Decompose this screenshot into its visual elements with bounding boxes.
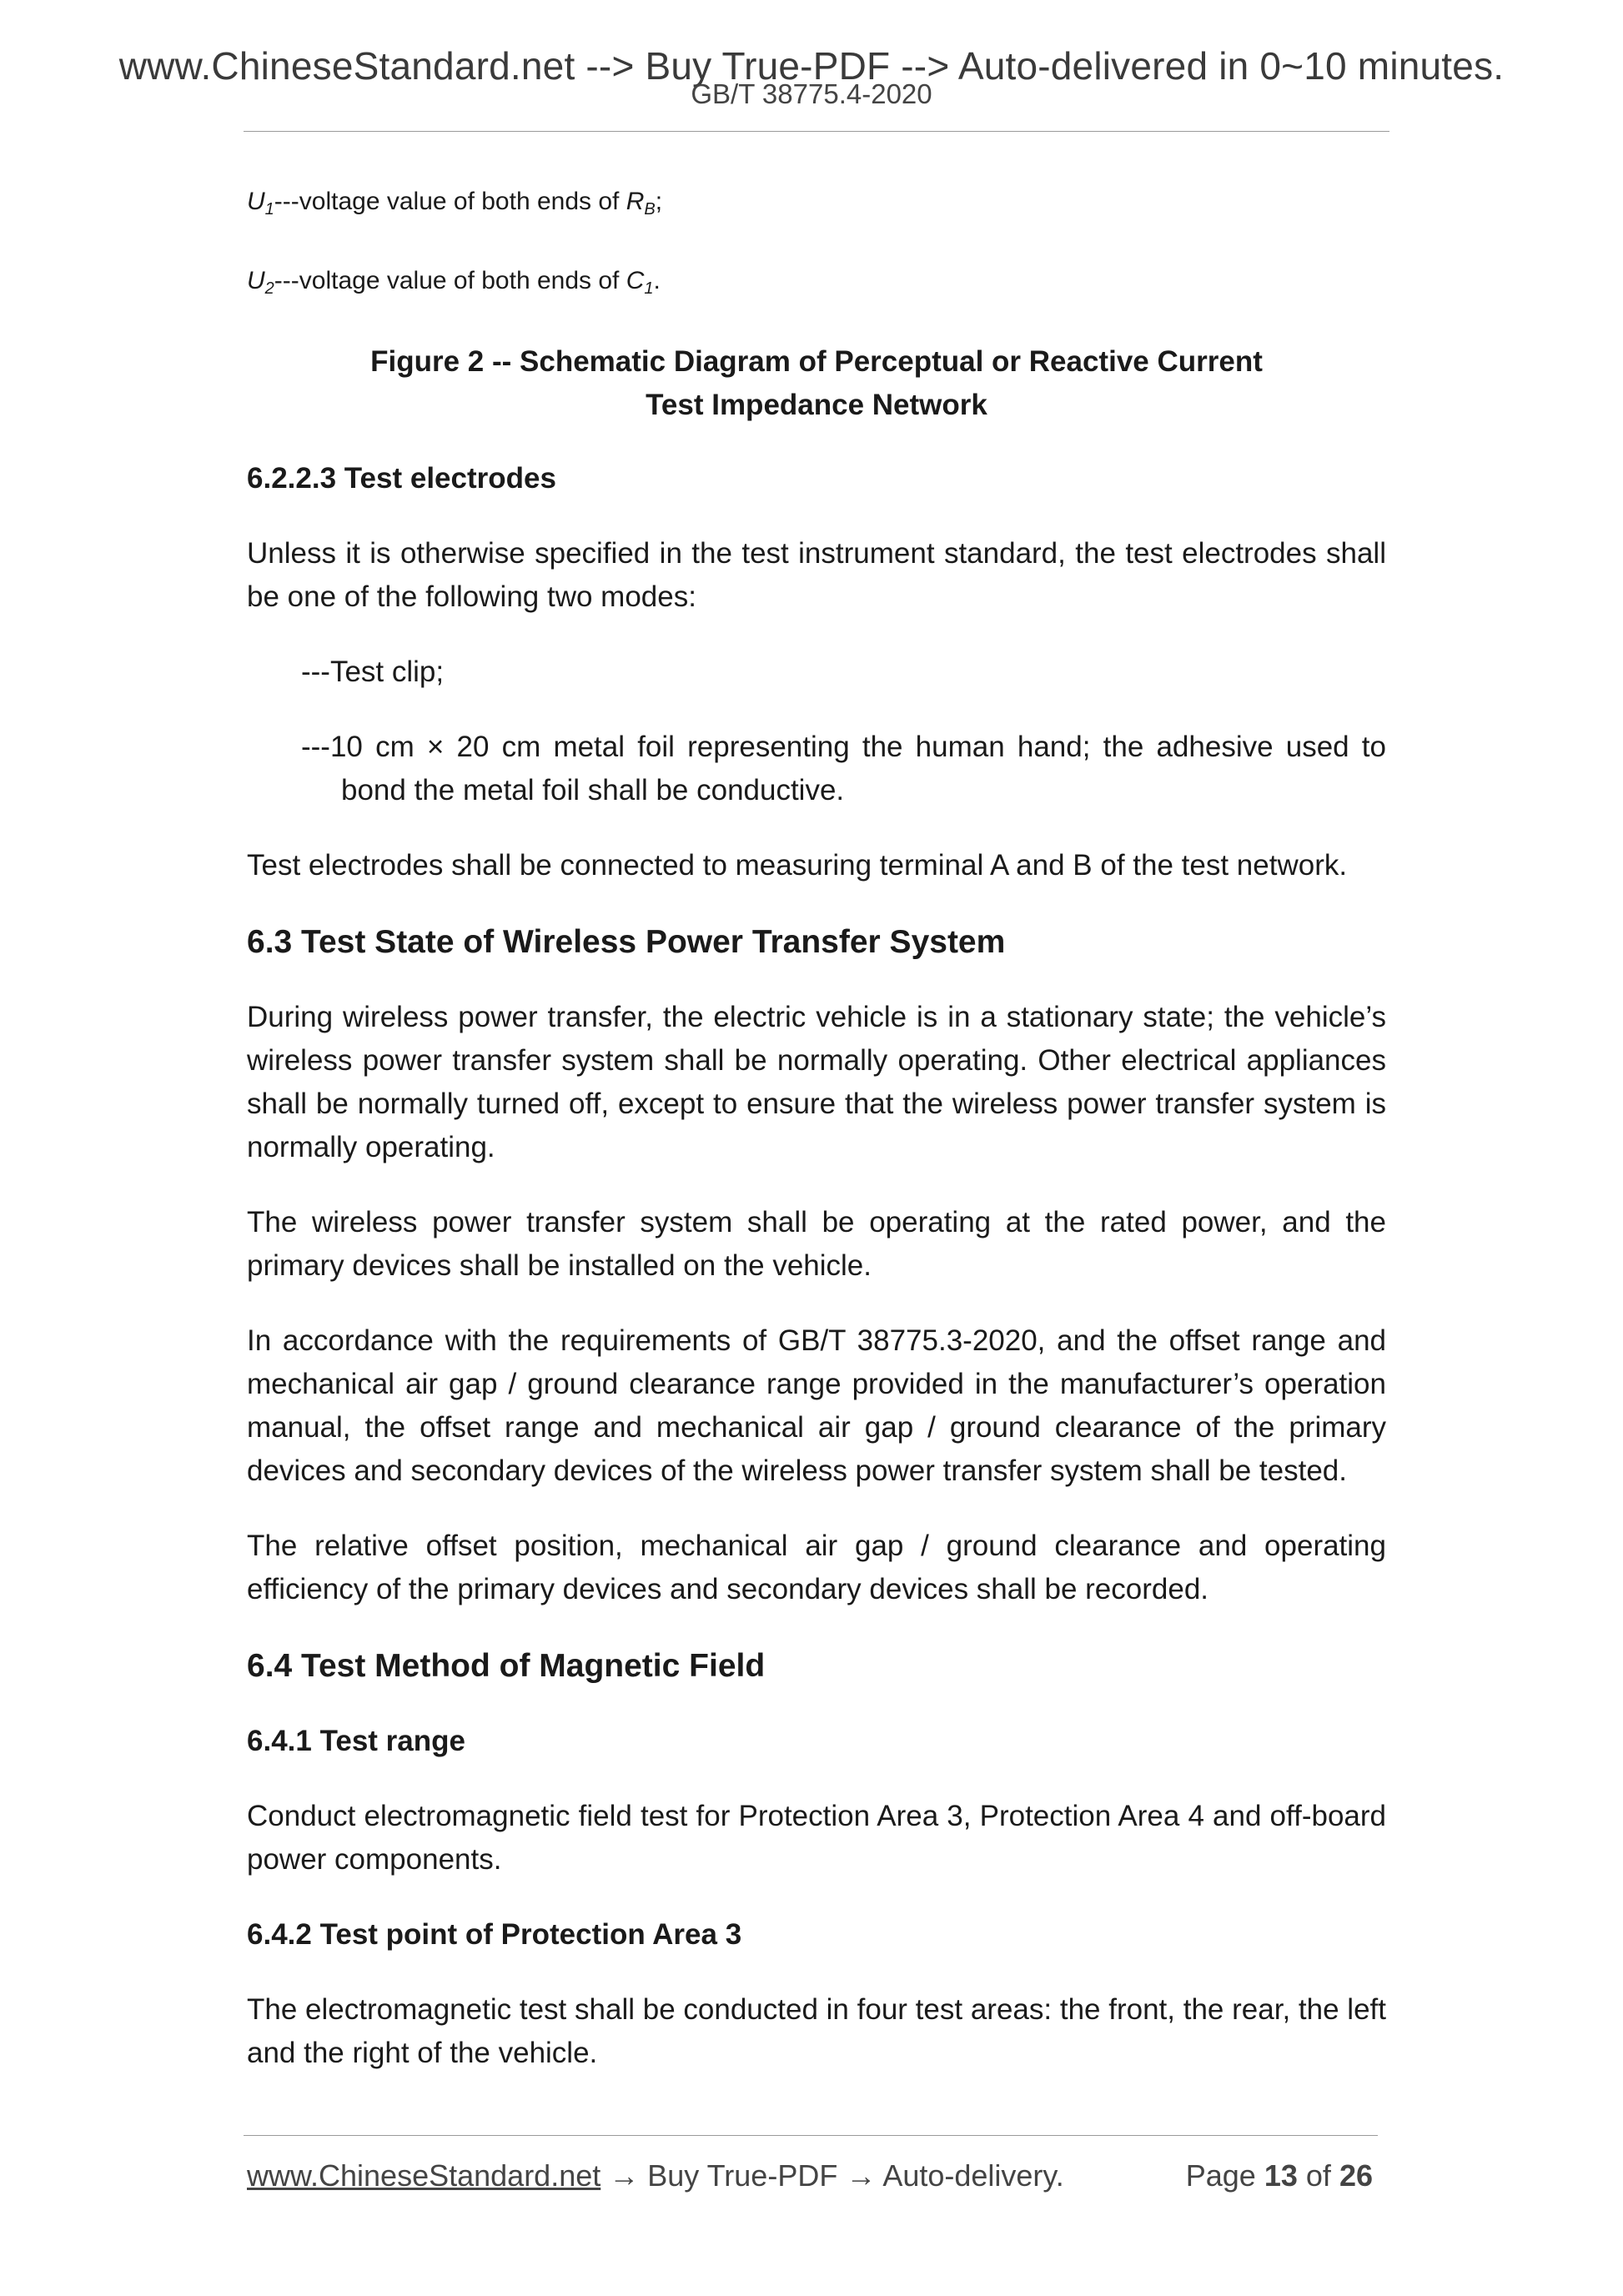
header-rule	[244, 131, 1389, 132]
page-label: Page	[1185, 2158, 1256, 2193]
page-of: of	[1305, 2158, 1331, 2193]
reference-symbol: C	[626, 267, 645, 294]
paragraph: Test electrodes shall be connected to measuring terminal A and B of the test network.	[247, 849, 1348, 882]
definition-text: ---voltage value of both ends of	[274, 188, 626, 215]
paragraph: In accordance with the requirements of GB/T 38775.3-2020, and the offset range and mechanical air gap / ground clearance range provided in the manufacturer’s operation manual, the offset range and mechanical air gap / ground clearance of the primary devices and secondary devices of the wireless power transfer system shall be tested.	[247, 1324, 1386, 1487]
paragraph: The electromagnetic test shall be conducted in four test areas: the front, the rear, the left and the right of the vehicle.	[247, 1993, 1386, 2069]
page-body	[247, 182, 1386, 2107]
footer-rule	[244, 2135, 1378, 2136]
symbol-subscript: 1	[264, 200, 274, 219]
heading-6-2-2-3: 6.2.2.3 Test electrodes	[247, 462, 556, 495]
heading-6-3: 6.3 Test State of Wireless Power Transfer System	[247, 924, 1006, 960]
standard-number: GB/T 38775.4-2020	[691, 78, 932, 109]
heading-6-4-2: 6.4.2 Test point of Protection Area 3	[247, 1918, 742, 1951]
paragraph: During wireless power transfer, the electric vehicle is in a stationary state; the vehicle’s wireless power transfer system shall be normally operating. Other electrical appliances shall be normally turned off, except to ensure that the wireless power transfer system is normally operating.	[247, 1001, 1386, 1163]
reference-subscript: 1	[644, 279, 654, 298]
reference-symbol: R	[626, 188, 645, 215]
list-item: ---Test clip;	[301, 656, 445, 688]
definition-end: .	[653, 267, 661, 294]
symbol-subscript: 2	[264, 279, 274, 298]
definition-text: ---voltage value of both ends of	[274, 267, 626, 294]
footer	[247, 2158, 1373, 2193]
footer-link[interactable]: www.ChineseStandard.net	[247, 2158, 601, 2193]
definition-u2	[247, 261, 1386, 309]
page-current: 13	[1264, 2158, 1298, 2193]
reference-subscript: B	[644, 200, 656, 219]
paragraph: Unless it is otherwise specified in the test instrument standard, the test electrodes shall be one of the following two modes:	[247, 537, 1386, 613]
promo-banner: www.ChineseStandard.net --> Buy True-PDF --> Auto-delivered in 0~10 minutes.	[118, 44, 1505, 88]
heading-6-4-1: 6.4.1 Test range	[247, 1725, 465, 1757]
figure-caption: Figure 2 -- Schematic Diagram of Perceptual or Reactive Current Test Impedance Network	[370, 345, 1263, 421]
footer-text: → Buy True-PDF → Auto-delivery.	[600, 2158, 1064, 2193]
paragraph: The wireless power transfer system shall be operating at the rated power, and the primary devices shall be installed on the vehicle.	[247, 1206, 1386, 1282]
page-total: 26	[1339, 2158, 1373, 2193]
symbol: U	[247, 188, 265, 215]
list-item: ---10 cm × 20 cm metal foil representing the human hand; the adhesive used to bond the metal foil shall be conductive.	[301, 731, 1386, 806]
definition-u1	[247, 182, 1386, 229]
paragraph: Conduct electromagnetic field test for Protection Area 3, Protection Area 4 and off-board power components.	[247, 1800, 1386, 1876]
definition-end: ;	[655, 188, 663, 215]
heading-6-4: 6.4 Test Method of Magnetic Field	[247, 1648, 766, 1684]
page-indicator	[1186, 2158, 1373, 2193]
symbol: U	[247, 267, 265, 294]
paragraph: The relative offset position, mechanical air gap / ground clearance and operating efficiency of the primary devices and secondary devices shall be recorded.	[247, 1530, 1386, 1605]
